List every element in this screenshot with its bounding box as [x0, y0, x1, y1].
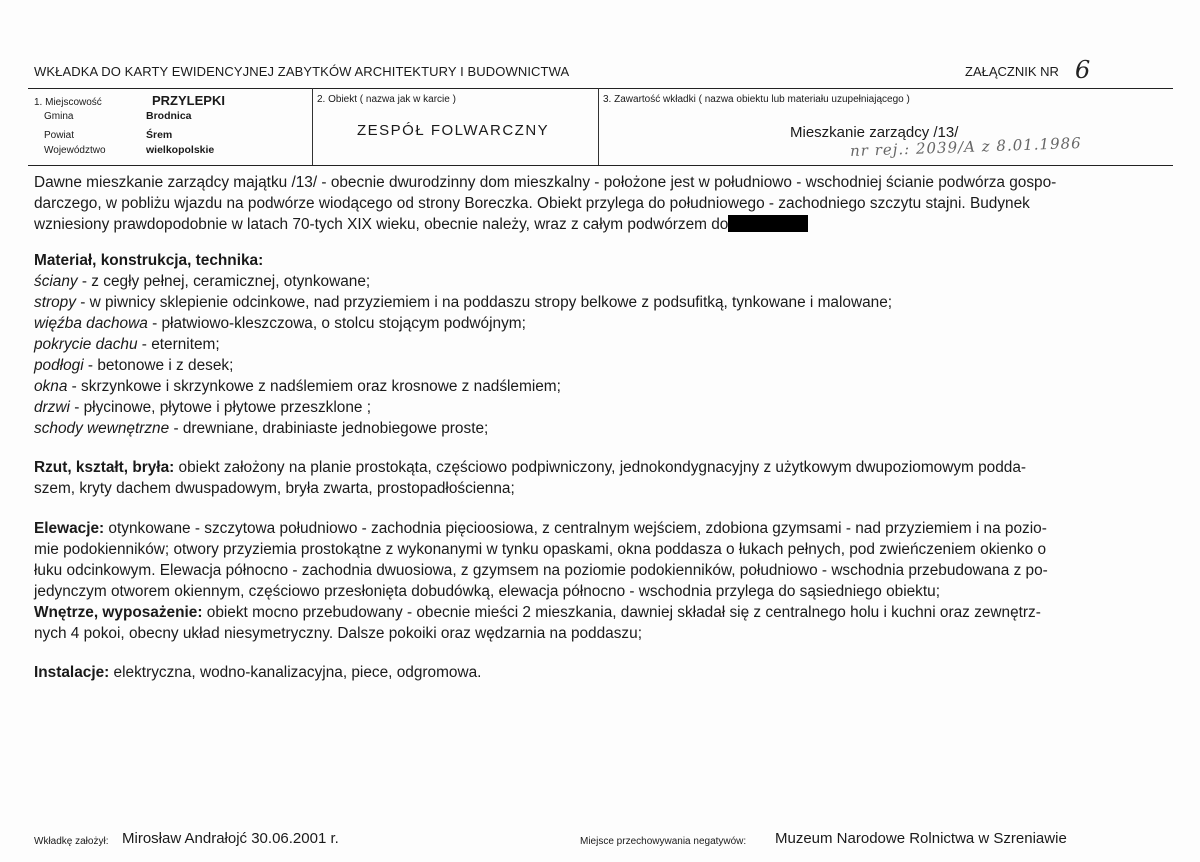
interior-line — [34, 602, 1164, 623]
materials-item — [34, 292, 1164, 313]
label-locality: 1. Miejscowość — [34, 97, 102, 108]
materials-term: stropy — [34, 294, 76, 311]
annex-number: 6 — [1075, 56, 1091, 84]
handwritten-register-note: nr rej.: 2039/A z 8.01.1986 — [849, 133, 1082, 161]
materials-term: ściany — [34, 273, 78, 290]
description-line: Dawne mieszkanie zarządcy majątku /13/ - obecnie dwurodzinny dom mieszkalny - położone jest w południowo - wschodniej ścianie podwórza gospo- — [34, 174, 1057, 191]
materials-block — [34, 250, 1164, 439]
locality-value: PRZYLEPKI — [152, 93, 225, 108]
object-name: ZESPÓŁ FOLWARCZNY — [357, 122, 550, 139]
description-line-text: wzniesiony prawdopodobnie w latach 70-tych XIX wieku, obecnie należy, wraz z całym podwórzem do — [34, 216, 729, 233]
plan-line: szem, kryty dachem dwuspadowym, bryła zwarta, prostopadłościenna; — [34, 480, 515, 497]
materials-text: - skrzynkowe i skrzynkowe z nadślemiem oraz krosnowe z nadślemiem; — [67, 378, 561, 395]
installations-text: elektryczna, wodno-kanalizacyjna, piece, odgromowa. — [109, 664, 482, 681]
materials-text: - z cegły pełnej, ceramicznej, otynkowane; — [77, 273, 371, 290]
elevations-line: łuku odcinkowym. Elewacja północno - zachodnia dwuosiowa, z gzymsem na poziomie podokienników, południowo - wschodnia przebudowana z po- — [34, 562, 1048, 579]
materials-term: więźba dachowa — [34, 315, 148, 332]
label-object: 2. Obiekt ( nazwa jak w karcie ) — [317, 94, 456, 105]
materials-heading: Materiał, konstrukcja, technika: — [34, 252, 264, 269]
elevations-line: jedynczym otworem okiennym, częściowo przesłonięta dobudówką, elewacja północno - wschodnia przylega do sąsiedniego obiektu; — [34, 583, 940, 600]
redaction-bar — [728, 215, 808, 232]
insert-content-value: Mieszkanie zarządcy /13/ — [790, 124, 959, 141]
materials-text: - w piwnicy sklepienie odcinkowe, nad przyziemiem i na poddaszu stropy belkowe z podsufitką, tynkowane i malowane; — [75, 294, 893, 311]
elevations-block — [34, 518, 1164, 644]
negatives-label: Miejsce przechowywania negatywów: — [580, 836, 747, 847]
label-district: Powiat — [44, 130, 75, 141]
materials-term: okna — [34, 378, 68, 395]
commune-value: Brodnica — [146, 110, 192, 122]
materials-item — [34, 418, 1164, 439]
materials-item — [34, 397, 1164, 418]
plan-heading: Rzut, kształt, bryła: — [34, 459, 175, 476]
materials-text: - drewniane, drabiniaste jednobiegowe proste; — [169, 420, 489, 437]
installations-heading: Instalacje: — [34, 664, 110, 681]
materials-text: - eternitem; — [137, 336, 220, 353]
plan-block — [34, 457, 1164, 499]
label-insert-content: 3. Zawartość wkładki ( nazwa obiektu lub materiału uzupełniającego ) — [603, 94, 910, 105]
materials-item — [34, 313, 1164, 334]
materials-text: - płatwiowo-kleszczowa, o stolcu stojącym podwójnym; — [147, 315, 526, 332]
plan-text: obiekt założony na planie prostokąta, częściowo podpiwniczony, jednokondygnacyjny z użytkowym dwupoziomowym podda- — [174, 459, 1027, 476]
materials-term: drzwi — [34, 399, 70, 416]
materials-term: schody wewnętrzne — [34, 420, 170, 437]
materials-text: - betonowe i z desek; — [83, 357, 234, 374]
materials-item — [34, 271, 1164, 292]
elevations-text: otynkowane - szczytowa południowo - zachodnia pięcioosiowa, z centralnym wejściem, zdobiona gzymsami - nad przyziemiem i na pozio- — [104, 520, 1047, 537]
elevations-heading: Elewacje: — [34, 520, 105, 537]
province-value: wielkopolskie — [146, 144, 215, 156]
interior-heading: Wnętrze, wyposażenie: — [34, 604, 203, 621]
materials-item — [34, 355, 1164, 376]
materials-text: - płycinowe, płytowe i płytowe przeszklone ; — [69, 399, 372, 416]
description-block — [34, 172, 1164, 235]
box-divider-2 — [598, 88, 599, 165]
header-top-rule — [28, 88, 1173, 89]
district-value: Śrem — [146, 129, 173, 141]
installations-block — [34, 662, 1164, 683]
negatives-value: Muzeum Narodowe Rolnictwa w Szreniawie — [775, 830, 1067, 847]
label-commune: Gmina — [44, 111, 74, 122]
label-province: Województwo — [44, 145, 106, 156]
elevations-line — [34, 518, 1164, 539]
interior-line: nych 4 pokoi, obecny układ niesymetryczny. Dalsze pokoiki oraz wędzarnia na poddaszu; — [34, 625, 642, 642]
installations-line — [34, 662, 1164, 683]
materials-item — [34, 334, 1164, 355]
materials-term: podłogi — [34, 357, 84, 374]
annex-label: ZAŁĄCZNIK NR — [965, 64, 1059, 79]
elevations-line: mie podokienników; otwory przyziemia prostokątne z wykonanymi w tynku opaskami, okna poddasza o łukach pełnych, pod zwieńczeniem okienko o — [34, 541, 1047, 558]
box-divider-1 — [312, 88, 313, 165]
materials-term: pokrycie dachu — [34, 336, 138, 353]
description-line — [34, 214, 1164, 235]
plan-line — [34, 457, 1164, 478]
materials-item — [34, 376, 1164, 397]
description-line: darczego, w pobliżu wjazdu na podwórze wiodącego od strony Boreczka. Obiekt przylega do południowego - zachodniego szczytu stajni. Budynek — [34, 195, 1030, 212]
document-title: WKŁADKA DO KARTY EWIDENCYJNEJ ZABYTKÓW ARCHITEKTURY I BUDOWNICTWA — [34, 64, 570, 79]
interior-text: obiekt mocno przebudowany - obecnie mieści 2 mieszkania, dawniej składał się z centralnego holu i kuchni oraz zewnętrz- — [202, 604, 1041, 621]
author-label: Wkładkę założył: — [34, 836, 109, 847]
author-value: Mirosław Andrałojć 30.06.2001 r. — [122, 830, 339, 847]
header-bottom-rule — [28, 165, 1173, 166]
